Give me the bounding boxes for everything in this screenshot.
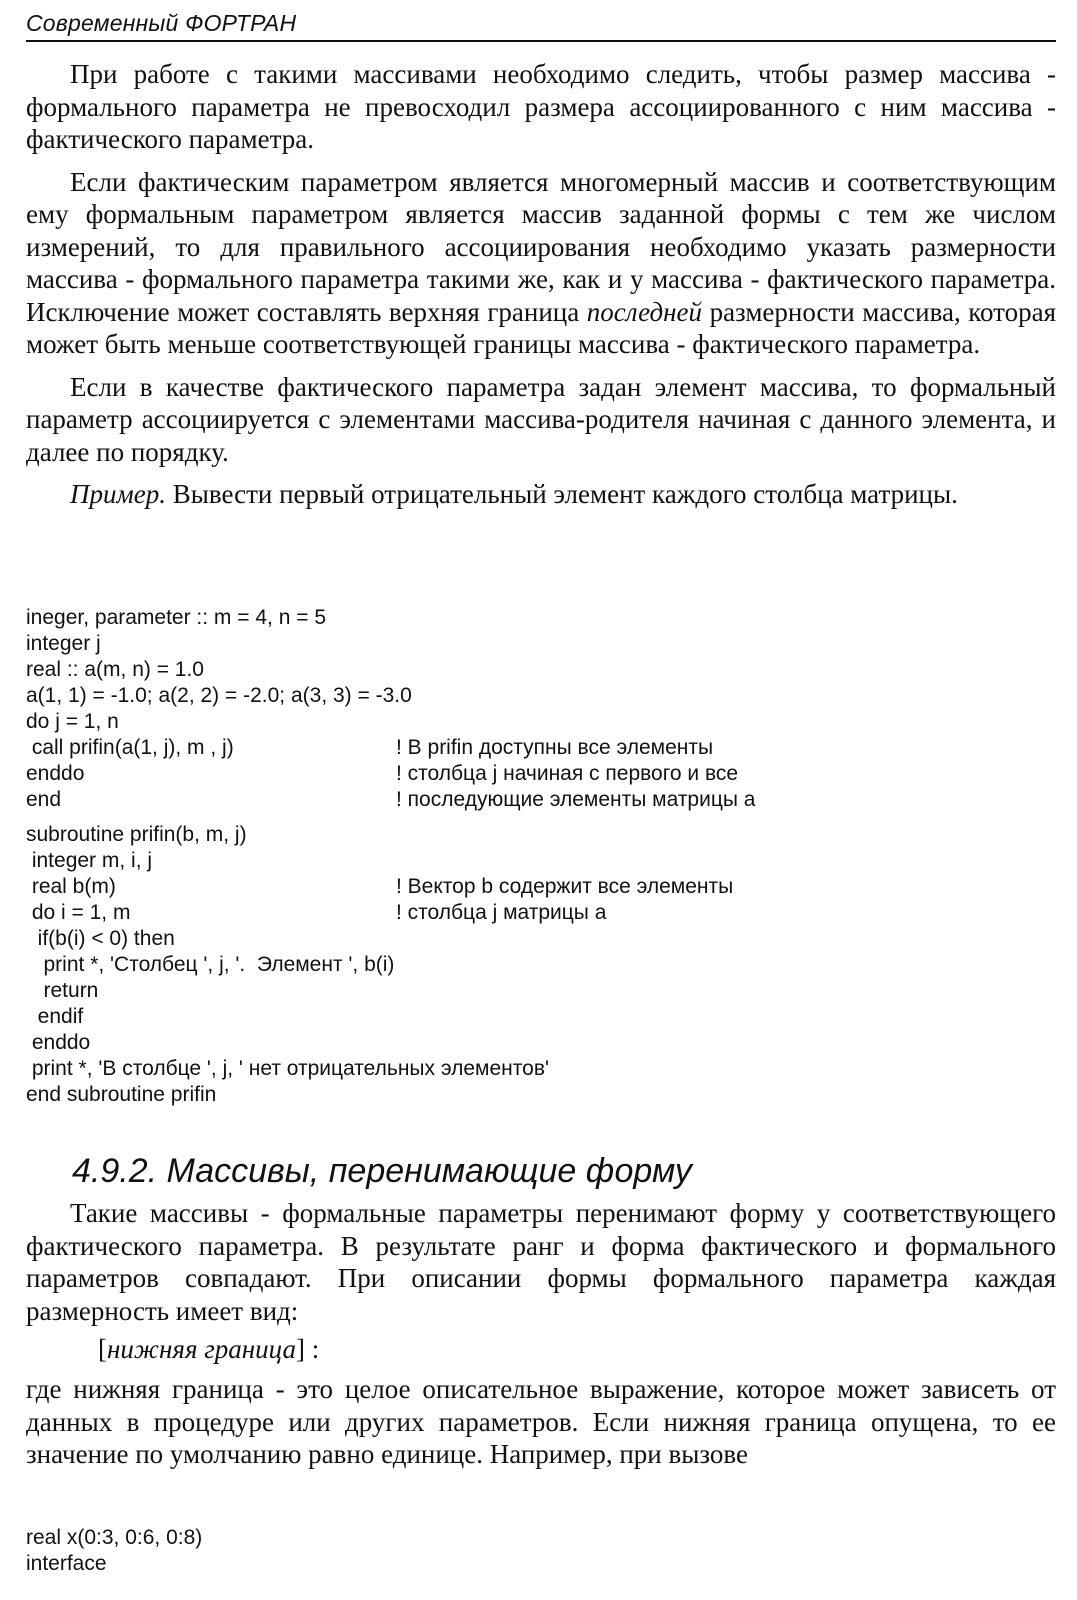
- code-line: call prifin(a(1, j), m , j): [26, 736, 234, 759]
- code-line: do i = 1, m: [26, 901, 131, 924]
- example-label: Пример.: [70, 479, 166, 509]
- code-line: real x(0:3, 0:6, 0:8): [26, 1526, 203, 1549]
- code-line: end subroutine prifin: [26, 1083, 217, 1106]
- text-block-2: [26, 1197, 1056, 1327]
- example-text: Вывести первый отрицательный элемент каждого столбца матрицы.: [165, 479, 958, 509]
- code-comment: ! последующие элементы матрицы а: [396, 788, 756, 811]
- text-block-3: [26, 1373, 1056, 1471]
- code-comment: ! В prifin доступны все элементы: [396, 736, 714, 759]
- paragraph-5: Такие массивы - формальные параметры перенимают форму у соответствующего фактического параметра. В результате ранг и форма фактического и формального параметров совпадают. При описании формы формального параметра каждая размерность имеет вид:: [26, 1198, 1056, 1326]
- code-line: real b(m): [26, 875, 116, 898]
- code-line: enddo: [26, 762, 85, 785]
- code-line: ineger, parameter :: m = 4, n = 5: [26, 606, 326, 629]
- code-line: if(b(i) < 0) then: [26, 927, 175, 950]
- paragraph-2-emphasis: последней: [586, 296, 703, 327]
- code-comment: ! Вектор b содержит все элементы: [396, 875, 734, 898]
- code-comment: ! столбца j матрицы а: [396, 901, 607, 924]
- code-line: subroutine prifin(b, m, j): [26, 823, 247, 846]
- code-line: endif: [26, 1005, 84, 1028]
- header-rule: [26, 40, 1056, 42]
- code-line: integer j: [26, 632, 101, 655]
- paragraph-2: [26, 166, 1056, 361]
- code-line: a(1, 1) = -1.0; a(2, 2) = -2.0; a(3, 3) = -3.0: [26, 684, 412, 707]
- dimension-syntax-term: нижняя граница: [107, 1334, 297, 1364]
- code-line: end: [26, 788, 62, 811]
- paragraph-6: где нижняя граница - это целое описательное выражение, которое может зависеть от данных в процедуре или других параметров. Если нижняя граница опущена, то ее значение по умолчанию равно единице. Например, при вызове: [26, 1374, 1056, 1469]
- code-comment: ! столбца j начиная с первого и все: [396, 762, 739, 785]
- paragraph-2-text-b: размерности массива, которая может быть меньше соответствующей границы массива - фактического параметра.: [26, 296, 1056, 359]
- code-line: print *, 'Столбец ', j, '. Элемент ', b(i): [26, 953, 395, 976]
- paragraph-example: [26, 478, 1056, 511]
- text-block-1: [26, 58, 1056, 511]
- code-line: enddo: [26, 1031, 91, 1054]
- code-line: integer m, i, j: [26, 849, 153, 872]
- book-page: [26, 0, 1056, 1600]
- dimension-syntax: [нижняя граница] :: [98, 1334, 320, 1364]
- paragraph-1: При работе с такими массивами необходимо следить, чтобы размер массива - формального параметра не превосходил размера ассоциированного с ним массива - фактического параметра.: [26, 59, 1056, 154]
- code-line: real :: a(m, n) = 1.0: [26, 658, 204, 681]
- code-line: return: [26, 979, 99, 1002]
- code-line: print *, 'В столбце ', j, ' нет отрицательных элементов': [26, 1057, 549, 1080]
- paragraph-2-text-a: Если фактическим параметром является многомерный массив и соответствующим ему формальным параметром является массив заданной формы с тем же числом измерений, то для правильного ассоциирования необходимо указать размерности массива - формального параметра такими же, как и у массива - фактического параметра. Исключение может составлять верхняя граница: [26, 166, 1056, 327]
- section-heading: 4.9.2. Массивы, перенимающие форму: [72, 1152, 692, 1190]
- code-line: interface: [26, 1552, 107, 1575]
- paragraph-3: Если в качестве фактического параметра задан элемент массива, то формальный параметр ассоциируется с элементами массива-родителя начиная с данного элемента, и далее по порядку.: [26, 371, 1056, 467]
- code-line: do j = 1, n: [26, 710, 119, 733]
- running-title: Современный ФОРТРАН: [26, 10, 297, 36]
